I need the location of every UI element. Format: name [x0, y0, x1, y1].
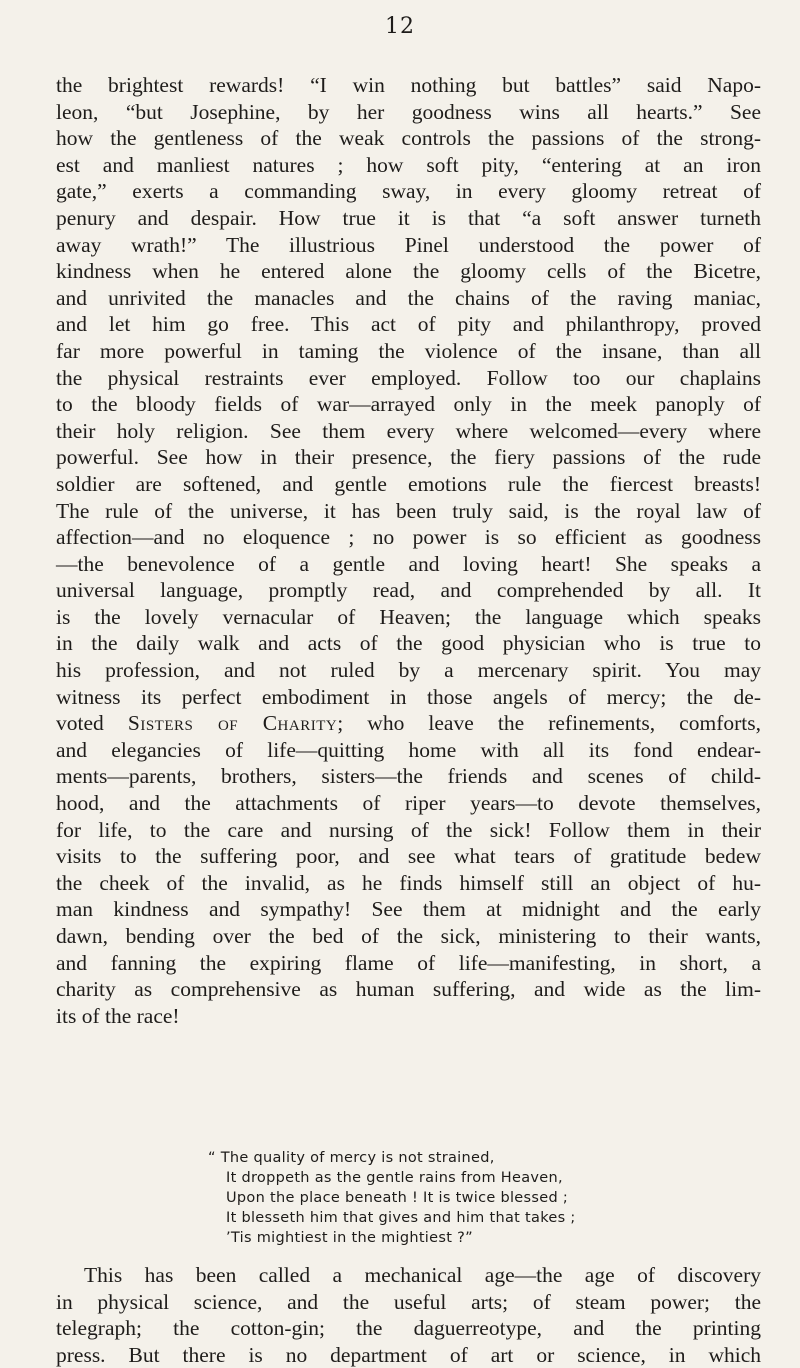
text-line: ments—parents, brothers, sisters—the friends and scenes of child-: [56, 764, 761, 789]
quote-line: It droppeth as the gentle rains from Heaven,: [226, 1170, 563, 1186]
text-line: for life, to the care and nursing of the sick! Follow them in their: [56, 817, 761, 842]
text-line: hood, and the attachments of riper years—to devote themselves,: [56, 791, 761, 816]
quote-line: It blesseth him that gives and him that takes ;: [226, 1210, 576, 1226]
text-line: press. But there is no department of art or science, in which: [56, 1342, 761, 1367]
text-line: away wrath!” The illustrious Pinel understood the power of: [56, 232, 761, 257]
text-line: and let him go free. This act of pity and philanthropy, proved: [56, 312, 761, 337]
text-line: This has been called a mechanical age—the age of discovery: [84, 1263, 761, 1287]
quote-line: “ The quality of mercy is not strained,: [208, 1150, 495, 1166]
text-line: gate,” exerts a commanding sway, in every gloomy retreat of: [56, 179, 761, 204]
text-line: in the daily walk and acts of the good physician who is true to: [56, 631, 761, 656]
text-line: affection—and no eloquence ; no power is so efficient as goodness: [56, 525, 761, 550]
text-line: powerful. See how in their presence, the fiery passions of the rude: [56, 445, 761, 470]
text-line: to the bloody fields of war—arrayed only in the meek panoply of: [56, 392, 761, 417]
text-line: and fanning the expiring flame of life—manifesting, in short, a: [56, 950, 761, 975]
text-line: the cheek of the invalid, as he finds himself still an object of hu-: [56, 870, 761, 895]
text-line: witness its perfect embodiment in those angels of mercy; the de-: [56, 684, 761, 709]
text-line: The rule of the universe, it has been truly said, is the royal law of: [56, 498, 761, 523]
page-number: 12: [385, 14, 415, 39]
text-line: is the lovely vernacular of Heaven; the language which speaks: [56, 604, 761, 629]
text-line: the brightest rewards! “I win nothing but battles” said Napo-: [56, 73, 761, 97]
text-line: and unrivited the manacles and the chains of the raving maniac,: [56, 285, 761, 310]
text-line: his profession, and not ruled by a mercenary spirit. You may: [56, 658, 761, 683]
text-line: —the benevolence of a gentle and loving heart! She speaks a: [56, 551, 761, 576]
text-line: leon, “but Josephine, by her goodness wins all hearts.” See: [56, 99, 761, 124]
text-line: their holy religion. See them every where welcomed—every where: [56, 418, 761, 443]
text-line: and elegancies of life—quitting home with all its fond endear-: [56, 737, 761, 762]
paragraph-next: [56, 1262, 761, 1368]
poem-quotation: [208, 1148, 728, 1248]
text-line: universal language, promptly read, and comprehended by all. It: [56, 578, 761, 603]
text-line: charity as comprehensive as human suffering, and wide as the lim-: [56, 977, 761, 1002]
text-line: man kindness and sympathy! See them at midnight and the early: [56, 897, 761, 922]
text-line: soldier are softened, and gentle emotions rule the fiercest breasts!: [56, 471, 761, 496]
text-line: penury and despair. How true it is that “a soft answer turneth: [56, 205, 761, 230]
text-line: how the gentleness of the weak controls the passions of the strong-: [56, 126, 761, 151]
text-line: telegraph; the cotton-gin; the daguerreotype, and the printing: [56, 1316, 761, 1341]
paragraph-main: [56, 72, 761, 1029]
quote-line: Upon the place beneath ! It is twice blessed ;: [226, 1190, 569, 1206]
quote-line: ’Tis mightiest in the mightiest ?”: [226, 1230, 473, 1246]
text-line: in physical science, and the useful arts; of steam power; the: [56, 1289, 761, 1314]
text-line: its of the race!: [56, 1003, 180, 1028]
text-line: kindness when he entered alone the gloomy cells of the Bicetre,: [56, 259, 761, 284]
text-line: voted Sisters of Charity; who leave the refinements, comforts,: [56, 711, 761, 736]
text-line: est and manliest natures ; how soft pity, “entering at an iron: [56, 152, 761, 177]
text-line: dawn, bending over the bed of the sick, ministering to their wants,: [56, 924, 761, 948]
text-line: far more powerful in taming the violence of the insane, than all: [56, 338, 761, 363]
text-line: visits to the suffering poor, and see what tears of gratitude bedew: [56, 844, 761, 869]
text-line: the physical restraints ever employed. Follow too our chaplains: [56, 365, 761, 390]
